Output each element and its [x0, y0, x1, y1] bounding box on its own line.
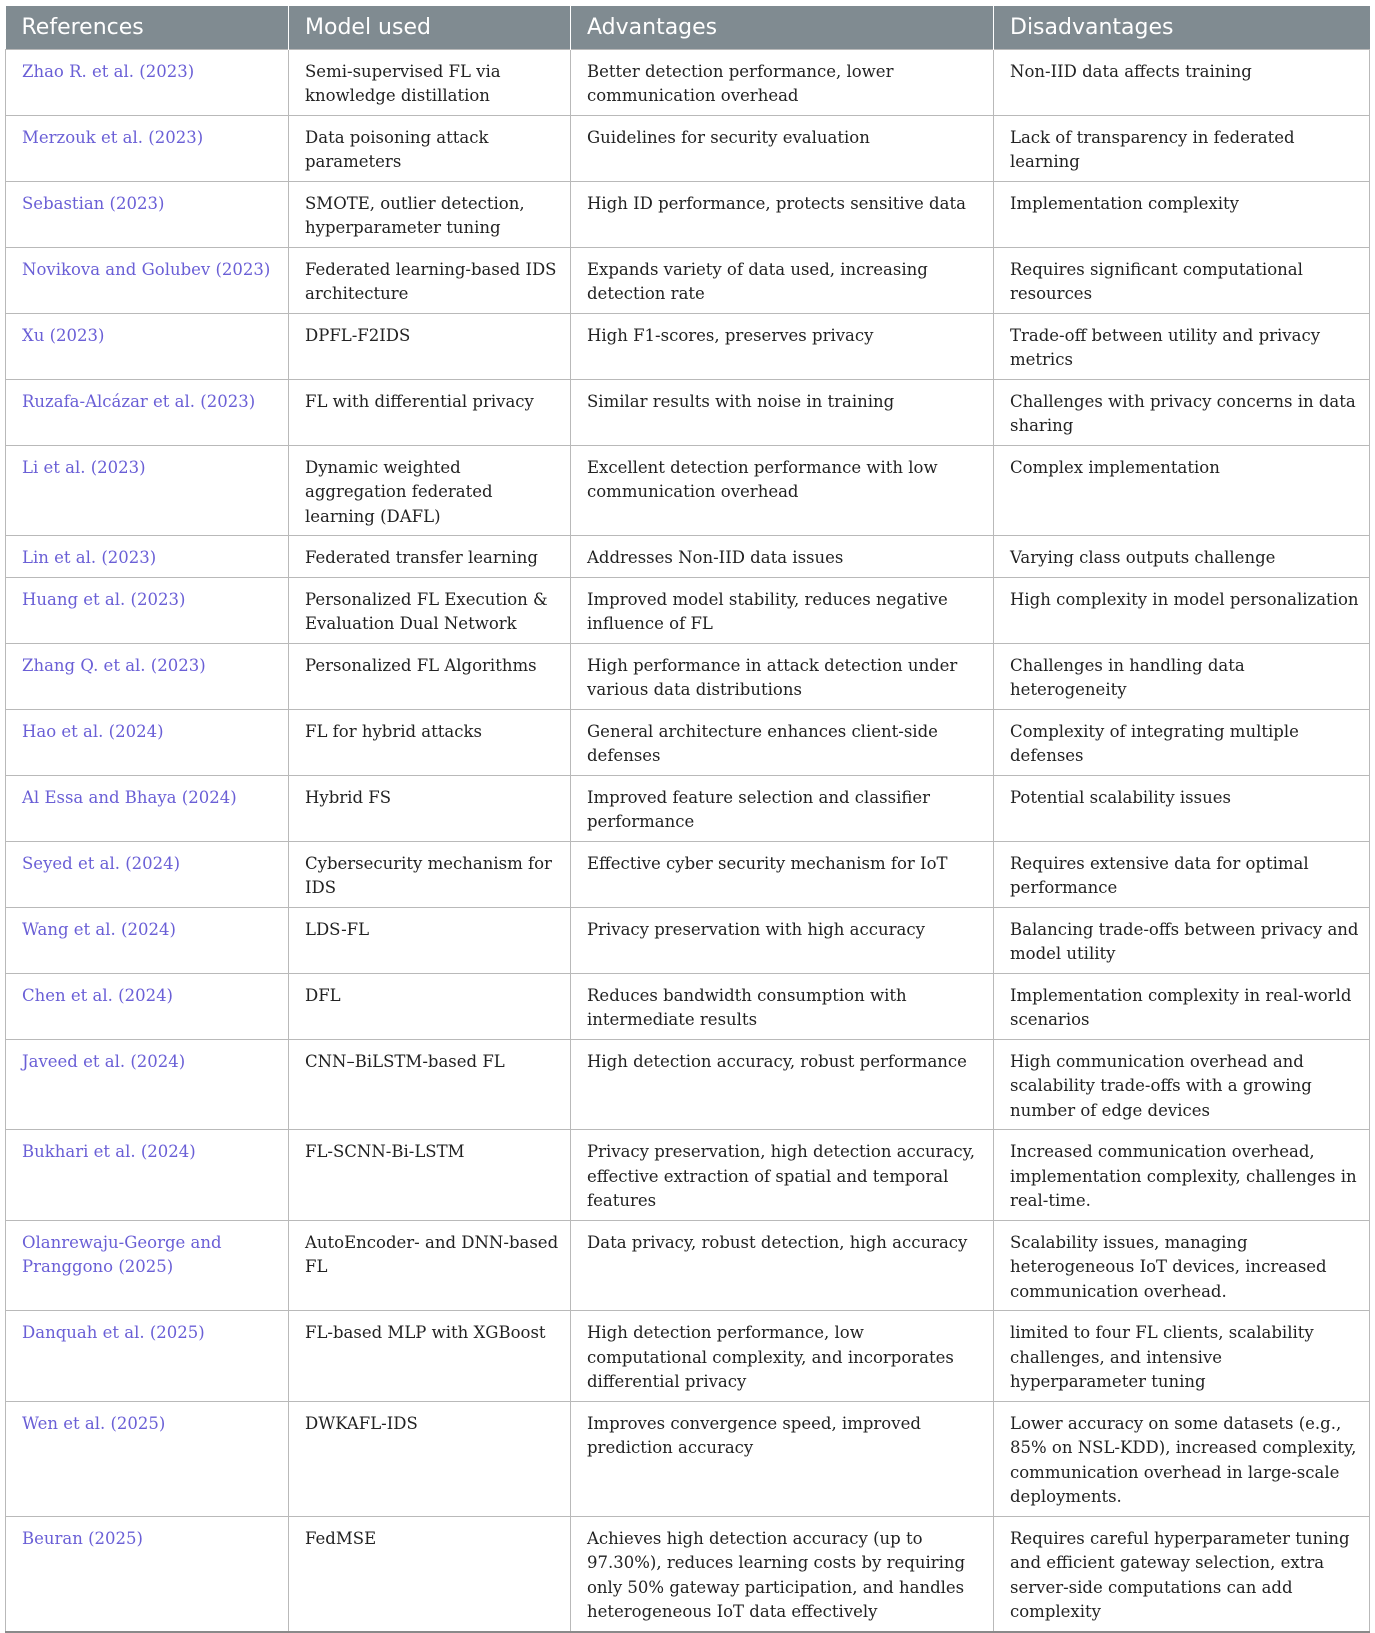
advantages-cell: High F1-scores, preserves privacy [571, 313, 994, 379]
reference-link[interactable]: Bukhari et al. (2024) [6, 1130, 289, 1221]
advantages-cell: Improves convergence speed, improved prediction accuracy [571, 1401, 994, 1516]
reference-link[interactable]: Li et al. (2023) [6, 445, 289, 536]
advantages-cell: Improved feature selection and classifier performance [571, 775, 994, 841]
reference-link[interactable]: Danquah et al. (2025) [6, 1311, 289, 1402]
disadvantages-cell: Requires extensive data for optimal performance [994, 841, 1370, 907]
header-model-used: Model used [289, 6, 571, 49]
reference-link[interactable]: Huang et al. (2023) [6, 577, 289, 643]
header-row [6, 6, 1370, 49]
disadvantages-cell: Challenges with privacy concerns in data sharing [994, 379, 1370, 445]
table-row [6, 709, 1370, 775]
disadvantages-cell: Challenges in handling data heterogeneity [994, 643, 1370, 709]
reference-link[interactable]: Wen et al. (2025) [6, 1401, 289, 1516]
model-cell: FL for hybrid attacks [289, 709, 571, 775]
model-cell: FL-SCNN-Bi-LSTM [289, 1130, 571, 1221]
reference-link[interactable]: Hao et al. (2024) [6, 709, 289, 775]
table-row [6, 907, 1370, 973]
reference-link[interactable]: Javeed et al. (2024) [6, 1039, 289, 1130]
model-cell: DWKAFL-IDS [289, 1401, 571, 1516]
disadvantages-cell: Complex implementation [994, 445, 1370, 536]
reference-link[interactable]: Beuran (2025) [6, 1516, 289, 1632]
model-cell: DPFL-F2IDS [289, 313, 571, 379]
disadvantages-cell: Implementation complexity [994, 181, 1370, 247]
advantages-cell: High detection accuracy, robust performance [571, 1039, 994, 1130]
model-cell: Data poisoning attack parameters [289, 115, 571, 181]
table-row [6, 1401, 1370, 1516]
advantages-cell: High detection performance, low computational complexity, and incorporates differential privacy [571, 1311, 994, 1402]
model-cell: FL with differential privacy [289, 379, 571, 445]
advantages-cell: Achieves high detection accuracy (up to 97.30%), reduces learning costs by requiring only 50% gateway participation, and handles heterogeneous IoT data effectively [571, 1516, 994, 1632]
disadvantages-cell: Complexity of integrating multiple defenses [994, 709, 1370, 775]
header-disadvantages: Disadvantages [994, 6, 1370, 49]
disadvantages-cell: Increased communication overhead, implementation complexity, challenges in real-time. [994, 1130, 1370, 1221]
advantages-cell: Similar results with noise in training [571, 379, 994, 445]
advantages-cell: Reduces bandwidth consumption with intermediate results [571, 973, 994, 1039]
model-cell: LDS-FL [289, 907, 571, 973]
table-row [6, 973, 1370, 1039]
model-cell: AutoEncoder- and DNN-based FL [289, 1220, 571, 1311]
reference-link[interactable]: Seyed et al. (2024) [6, 841, 289, 907]
disadvantages-cell: Requires careful hyperparameter tuning and efficient gateway selection, extra server-side computations can add complexity [994, 1516, 1370, 1632]
table-row [6, 1311, 1370, 1402]
reference-link[interactable]: Wang et al. (2024) [6, 907, 289, 973]
advantages-cell: Privacy preservation with high accuracy [571, 907, 994, 973]
disadvantages-cell: Implementation complexity in real-world scenarios [994, 973, 1370, 1039]
table-row [6, 577, 1370, 643]
table-row [6, 841, 1370, 907]
reference-link[interactable]: Chen et al. (2024) [6, 973, 289, 1039]
advantages-cell: General architecture enhances client-side defenses [571, 709, 994, 775]
disadvantages-cell: Scalability issues, managing heterogeneous IoT devices, increased communication overhead. [994, 1220, 1370, 1311]
table-row [6, 1516, 1370, 1632]
disadvantages-cell: High communication overhead and scalability trade-offs with a growing number of edge devices [994, 1039, 1370, 1130]
table-header [6, 6, 1370, 49]
header-references: References [6, 6, 289, 49]
reference-link[interactable]: Merzouk et al. (2023) [6, 115, 289, 181]
table-row [6, 1039, 1370, 1130]
model-cell: FedMSE [289, 1516, 571, 1632]
header-advantages: Advantages [571, 6, 994, 49]
model-cell: DFL [289, 973, 571, 1039]
advantages-cell: Guidelines for security evaluation [571, 115, 994, 181]
table-row [6, 1130, 1370, 1221]
model-cell: Dynamic weighted aggregation federated learning (DAFL) [289, 445, 571, 536]
table-row [6, 643, 1370, 709]
disadvantages-cell: Requires significant computational resources [994, 247, 1370, 313]
disadvantages-cell: Lower accuracy on some datasets (e.g., 85% on NSL-KDD), increased complexity, communication overhead in large-scale deployments. [994, 1401, 1370, 1516]
disadvantages-cell: Trade-off between utility and privacy metrics [994, 313, 1370, 379]
reference-link[interactable]: Novikova and Golubev (2023) [6, 247, 289, 313]
advantages-cell: Excellent detection performance with low communication overhead [571, 445, 994, 536]
reference-link[interactable]: Xu (2023) [6, 313, 289, 379]
comparison-table-container [5, 6, 1369, 1633]
disadvantages-cell: Varying class outputs challenge [994, 536, 1370, 578]
disadvantages-cell: Lack of transparency in federated learning [994, 115, 1370, 181]
model-cell: SMOTE, outlier detection, hyperparameter tuning [289, 181, 571, 247]
model-cell: Cybersecurity mechanism for IDS [289, 841, 571, 907]
advantages-cell: Expands variety of data used, increasing detection rate [571, 247, 994, 313]
advantages-cell: High ID performance, protects sensitive data [571, 181, 994, 247]
reference-link[interactable]: Ruzafa-Alcázar et al. (2023) [6, 379, 289, 445]
table-row [6, 181, 1370, 247]
table-row [6, 775, 1370, 841]
table-row [6, 247, 1370, 313]
disadvantages-cell: Balancing trade-offs between privacy and model utility [994, 907, 1370, 973]
advantages-cell: Better detection performance, lower communication overhead [571, 49, 994, 115]
model-cell: Semi-supervised FL via knowledge distillation [289, 49, 571, 115]
disadvantages-cell: Potential scalability issues [994, 775, 1370, 841]
reference-link[interactable]: Sebastian (2023) [6, 181, 289, 247]
advantages-cell: Effective cyber security mechanism for IoT [571, 841, 994, 907]
table-row [6, 445, 1370, 536]
reference-link[interactable]: Lin et al. (2023) [6, 536, 289, 578]
model-cell: Federated learning-based IDS architecture [289, 247, 571, 313]
comparison-table [5, 6, 1370, 1633]
table-row [6, 115, 1370, 181]
table-row [6, 1220, 1370, 1311]
disadvantages-cell: High complexity in model personalization [994, 577, 1370, 643]
table-row [6, 379, 1370, 445]
reference-link[interactable]: Zhao R. et al. (2023) [6, 49, 289, 115]
advantages-cell: Privacy preservation, high detection accuracy, effective extraction of spatial and temporal features [571, 1130, 994, 1221]
disadvantages-cell: limited to four FL clients, scalability challenges, and intensive hyperparameter tuning [994, 1311, 1370, 1402]
model-cell: Hybrid FS [289, 775, 571, 841]
advantages-cell: Improved model stability, reduces negative influence of FL [571, 577, 994, 643]
table-row [6, 49, 1370, 115]
advantages-cell: High performance in attack detection under various data distributions [571, 643, 994, 709]
model-cell: Personalized FL Execution & Evaluation Dual Network [289, 577, 571, 643]
model-cell: Personalized FL Algorithms [289, 643, 571, 709]
advantages-cell: Addresses Non-IID data issues [571, 536, 994, 578]
table-body [6, 49, 1370, 1632]
advantages-cell: Data privacy, robust detection, high accuracy [571, 1220, 994, 1311]
reference-link[interactable]: Zhang Q. et al. (2023) [6, 643, 289, 709]
model-cell: CNN–BiLSTM-based FL [289, 1039, 571, 1130]
reference-link[interactable]: Olanrewaju-George and Pranggono (2025) [6, 1220, 289, 1311]
disadvantages-cell: Non-IID data affects training [994, 49, 1370, 115]
model-cell: FL-based MLP with XGBoost [289, 1311, 571, 1402]
model-cell: Federated transfer learning [289, 536, 571, 578]
reference-link[interactable]: Al Essa and Bhaya (2024) [6, 775, 289, 841]
table-row [6, 536, 1370, 578]
table-row [6, 313, 1370, 379]
